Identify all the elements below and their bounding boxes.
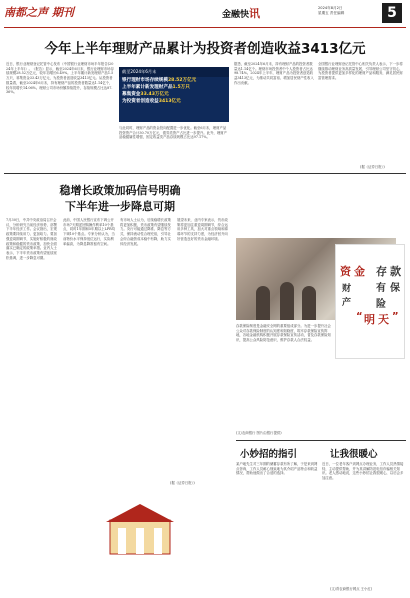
- mid-credit: (据《证券日报》): [170, 481, 195, 485]
- bottom-headline-1: 小妙招的指引: [240, 449, 298, 460]
- page-header: [0, 0, 410, 26]
- bank-illustration: [100, 500, 180, 560]
- top-col-4: 全国银行业理财登记托管中心相关负责人表示，下一步将继续推动理财业务高质量发展，引导理财公司坚守初心，为投资者提供更加多样化的理财产品和服务，满足居民财富管理需求。: [318, 62, 403, 81]
- top-headline: 今年上半年理财产品累计为投资者创造收益3413亿元: [44, 41, 366, 57]
- top-credit: (据《证券日报》): [360, 165, 385, 169]
- bottom-headline-2: 让我很暖心: [330, 449, 378, 460]
- masthead: 南都之声 期刊: [4, 6, 74, 19]
- section-divider: [4, 173, 406, 174]
- mid-col-4: 展望未来，业内专家表示，货币政策将更加注重逆周期调节，综合运用多种工具，加大对重点领域和薄弱环节的支持力度，为经济回升向好营造良好的货币金融环境。: [177, 218, 228, 241]
- section-title: 金融快讯: [222, 7, 261, 20]
- top-infographic: 截至2024年6月末 银行理财市场存续规模28.52万亿元 上半年累计新发理财产品1.5万只 募集资金33.43万亿元 为投资者创造收益3413亿元: [119, 67, 229, 122]
- mid-headline-2: 下半年进一步降息可期: [65, 200, 175, 213]
- mid-headline-1: 稳增长政策加码信号明确: [59, 184, 181, 197]
- bottom-col-1: 某户地先生对三年期的储蓄存款有所了解，于是来到网点咨询，工作人员耐心细致地为其介绍产品特点和收益情况，帮助他做出了合适的选择。: [236, 462, 318, 476]
- right-divider: [236, 440, 406, 441]
- top-col-3: 据悉，截至2024年6月末，持有理财产品的投资者数量达1.14亿个。理财市场投资者中个人投资者占比达98.74%。2024年上半年，理财产品为投资者创造收益3413亿元，为推动共同富裕、增加居民财产性收入作出贡献。: [234, 62, 314, 85]
- bottom-credit: (文/青农商银行网点 王小红): [330, 587, 373, 591]
- right-article: 存款保险制度是金融安全网的重要组成部分。为进一步提升社会公众对存款保险制度的认知度和知晓度，筑牢存款保险宣传阵地，各地金融机构积极开展存款保险宣传活动，普及存款保险知识，提高公众风险防范意识，维护存款人合法权益。: [236, 324, 331, 343]
- header-rule: [4, 27, 406, 28]
- mid-col-3: 有市场人士认为，后续稳增长政策将更加积极，货币政策有望继续发力。央行可能通过降准、降息等方式，保持流动性合理充裕，引导社会综合融资成本稳中有降，助力实体经济发展。: [120, 218, 171, 246]
- top-col-1: 近日，银行业理财登记托管中心发布《中国银行业理财市场半年报告(2024年上半年)》。《报告》显示，截至2024年6月末，银行业理财市场存续规模28.52万亿元，较年初增长6.49%。上半年累计新发理财产品1.5万只，募集资金33.43万亿元，为投资者创造收益3413亿元。从投资者数量看，截至2024年6月末，持有理财产品的投资者数量达1.14亿个，较年初增长14.06%。理财公司市场份额持续提升，存续规模占比达87.36%。: [6, 62, 114, 95]
- deposit-insurance-poster: 资 金 财 产 存 款 有 保 险 “ 明 天 ”: [335, 244, 405, 359]
- mid-col-1: 7月30日，中共中央政治局召开会议，分析研究当前经济形势，部署下半年经济工作。会议指出，宏观政策要持续用力、更加给力。要加强逆周期调节，实施好积极的财政政策和稳健的货币政策，加快全面落实已确定的政策举措。业内人士表示，下半年货币政策有望延续宽松基调，进一步降息可期。: [6, 218, 57, 260]
- infographic-label: 截至2024年6月末: [119, 67, 229, 77]
- right-credit: (文/农商银行 图片由银行提供): [236, 431, 282, 435]
- mid-col-2: 此前，中国人民银行宣布下调公开市场7天期逆回购操作利率10个基点，同时1年期和5年期以上LPR均下调10个基点。专家分析认为，当前物价水平保持低位运行，实际利率偏高，为降息降准留有空间。: [63, 218, 116, 246]
- bottom-col-2: 近日，一位老年客户到网点办理业务，工作人员热情接待，主动提供帮助，并为其讲解防范电信诈骗相关知识。老人感动地说，这些小妙招让我很暖心，以后会多加注意。: [322, 462, 404, 481]
- date-line: 2024年8月2日 星期五 责任编辑: [318, 6, 345, 15]
- page-number: 5: [382, 3, 402, 23]
- top-col-2: 与此同时，理财产品的资金投向配置进一步优化。截至6月末，理财产品投资资产合计30.70万亿元，债券类资产占比进一步提升。此外，理财产品稳健属性增强，固定收益类产品存续规模占比达97.17%。: [119, 126, 228, 140]
